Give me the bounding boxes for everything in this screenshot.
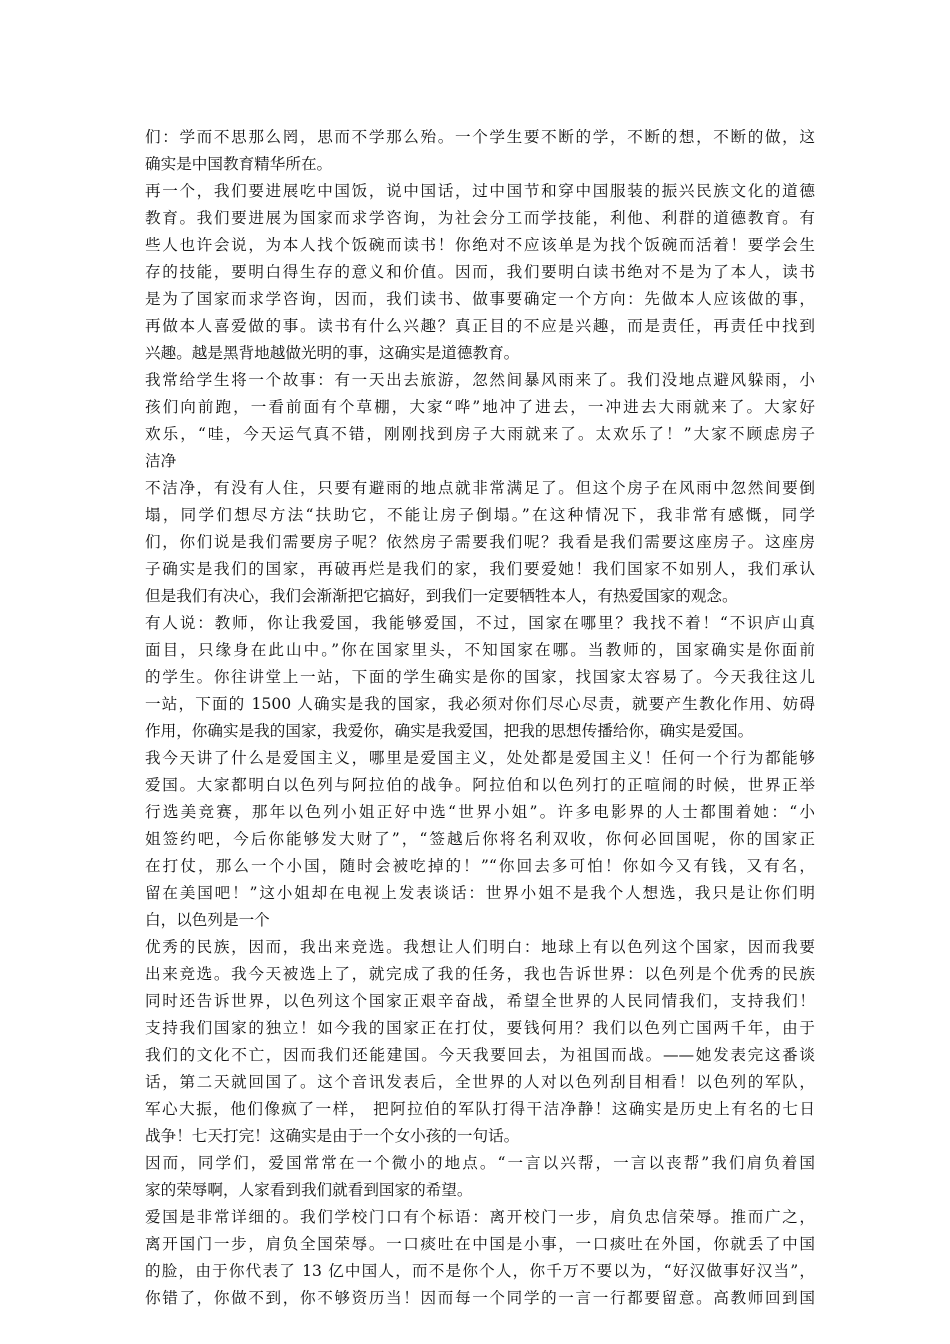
text-line: 再一个，我们要进展吃中国饭，说中国话，过中国节和穿中国服装的振兴民族文化的道德 (145, 182, 815, 200)
text-line: 些人也许会说，为本人找个饭碗而读书！你绝对不应该单是为找个饭碗而活着！要学会生 (145, 236, 815, 254)
text-line: 子确实是我们的国家，再破再烂是我们的家，我们要爱她！我们国家不如别人，我们承认 (145, 560, 815, 578)
text-line: 们：学而不思那么罔，思而不学那么殆。一个学生要不断的学，不断的想，不断的做，这 (145, 128, 815, 146)
text-line: 确实是中国教育精华所在。 (145, 155, 333, 173)
text-line: 但是我们有决心，我们会渐渐把它搞好，到我们一定要牺牲本人，有热爱国家的观念。 (145, 587, 738, 605)
text-line: 的脸，由于你代表了 13 亿中国人，而不是你个人，你千万不要以为，“好汉做事好汉当”， (145, 1262, 815, 1280)
text-line: 的学生。你往讲堂上一站，下面的学生确实是你的国家，找国家太容易了。今天我往这儿 (145, 668, 815, 686)
text-line: 面目，只缘身在此山中。”你在国家里头，不知国家在哪。当教师的，国家确实是你面前 (145, 641, 815, 659)
text-line: 们，你们说是我们需要房子呢？依然房子需要我们呢？我看是我们需要这座房子。这座房 (145, 533, 815, 551)
text-line: 洁净 (145, 452, 177, 470)
text-line: 我常给学生将一个故事：有一天出去旅游，忽然间暴风雨来了。我们没地点避风躲雨，小 (145, 371, 815, 389)
text-line: 家的荣辱啊，人家看到我们就看到国家的希望。 (145, 1181, 473, 1199)
text-line: 军心大振，他们像疯了一样， 把阿拉伯的军队打得干洁净静！这确实是历史上有名的七日 (145, 1100, 815, 1118)
text-line: 是为了国家而求学咨询，因而，我们读书、做事要确定一个方向：先做本人应该做的事， (145, 290, 815, 308)
text-line: 塌，同学们想尽方法“扶助它，不能让房子倒塌。”在这种情况下，我非常有感慨，同学 (145, 506, 815, 524)
text-line: 你错了，你做不到，你不够资历当！因而每一个同学的一言一行都要留意。高教师回到国 (145, 1289, 815, 1307)
text-line: 我今天讲了什么是爱国主义，哪里是爱国主义，处处都是爱国主义！任何一个行为都能够 (145, 749, 815, 767)
text-line: 孩们向前跑，一看前面有个草棚，大家“哗”地冲了进去，一冲进去大雨就来了。大家好 (145, 398, 815, 416)
text-line: 行选美竞赛，那年以色列小姐正好中选“世界小姐”。许多电影界的人士都围着她：“小 (145, 803, 815, 821)
text-line: 爱国是非常详细的。我们学校门口有个标语：离开校门一步，肩负忠信荣辱。推而广之， (145, 1208, 815, 1226)
text-line: 白，以色列是一个 (145, 911, 270, 929)
body-text (145, 124, 815, 1312)
text-line: 姐签约吧，今后你能够发大财了”，“签越后你将名利双收，你何必回国呢，你的国家正 (145, 830, 815, 848)
text-line: 同时还告诉世界，以色列这个国家正艰辛奋战，希望全世界的人民同情我们，支持我们！ (145, 992, 815, 1010)
text-line: 留在美国吧！”这小姐却在电视上发表谈话：世界小姐不是我个人想选，我只是让你们明 (145, 884, 815, 902)
text-line: 支持我们国家的独立！如今我的国家正在打仗，要钱何用？我们以色列亡国两千年，由于 (145, 1019, 815, 1037)
text-line: 离开国门一步，肩负全国荣辱。一口痰吐在中国是小事，一口痰吐在外国，你就丢了中国 (145, 1235, 815, 1253)
text-line: 优秀的民族，因而，我出来竞选。我想让人们明白：地球上有以色列这个国家，因而我要 (145, 938, 815, 956)
text-line: 战争！七天打完！这确实是由于一个女小孩的一句话。 (145, 1127, 520, 1145)
text-line: 有人说：教师，你让我爱国，我能够爱国，不过，国家在哪里？我找不着！“不识庐山真 (145, 614, 815, 632)
text-line: 欢乐，“哇，今天运气真不错，刚刚找到房子大雨就来了。太欢乐了！”大家不顾虑房子 (145, 425, 815, 443)
text-line: 不洁净，有没有人住，只要有避雨的地点就非常满足了。但这个房子在风雨中忽然间要倒 (145, 479, 815, 497)
text-line: 教育。我们要进展为国家而求学咨询，为社会分工而学技能，利他、利群的道德教育。有 (145, 209, 815, 227)
text-line: 再做本人喜爱做的事。读书有什么兴趣？真正目的不应是兴趣，而是责任，再责任中找到 (145, 317, 815, 335)
text-line: 在打仗，那么一个小国，随时会被吃掉的！”“你回去多可怕！你如今又有钱，又有名， (145, 857, 815, 875)
text-line: 存的技能，要明白得生存的意义和价值。因而，我们要明白读书绝对不是为了本人，读书 (145, 263, 815, 281)
text-line: 因而，同学们，爱国常常在一个微小的地点。“一言以兴帮，一言以丧帮”我们肩负着国 (145, 1154, 815, 1172)
text-line: 爱国。大家都明白以色列与阿拉伯的战争。阿拉伯和以色列打的正喧闹的时候，世界正举 (145, 776, 815, 794)
text-line: 话，第二天就回国了。这个音讯发表后，全世界的人对以色列刮目相看！以色列的军队， (145, 1073, 815, 1091)
text-line: 我们的文化不亡，因而我们还能建国。今天我要回去，为祖国而战。——她发表完这番谈 (145, 1046, 815, 1064)
text-line: 一站，下面的 1500 人确实是我的国家，我必须对你们尽心尽责，就要产生教化作用、妨碍 (145, 695, 815, 713)
text-line: 作用，你确实是我的国家，我爱你，确实是我爱国，把我的思想传播给你，确实是爱国。 (145, 722, 754, 740)
text-line: 出来竞选。我今天被选上了，就完成了我的任务，我也告诉世界：以色列是个优秀的民族 (145, 965, 815, 983)
text-line: 兴趣。越是黑背地越做光明的事，这确实是道德教育。 (145, 344, 520, 362)
